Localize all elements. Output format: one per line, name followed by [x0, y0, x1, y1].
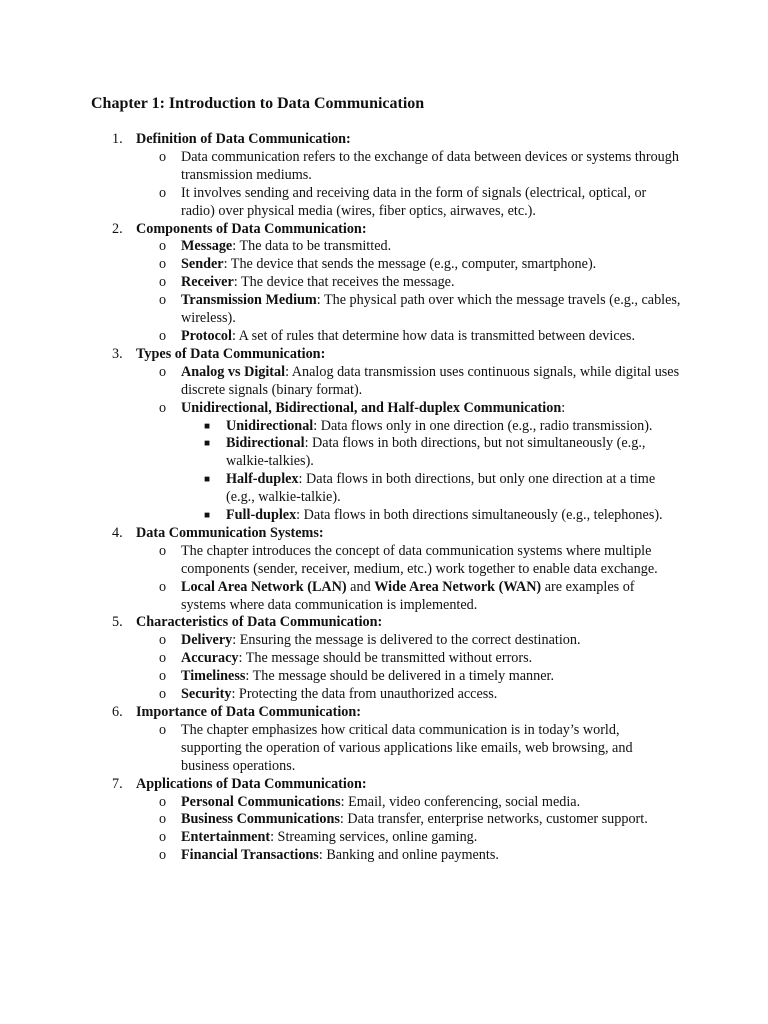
- list-item: [0, 400, 681, 418]
- hollow-bullet-icon: o: [159, 148, 167, 165]
- hollow-bullet-icon: o: [159, 668, 167, 685]
- list-item: [0, 811, 681, 829]
- list-item-text: : The message should be transmitted without errors.: [238, 650, 533, 667]
- list-item-term: Personal Communications: [181, 793, 341, 810]
- list-item-term: Financial Transactions: [181, 847, 319, 864]
- sub-list-item-term: Unidirectional: [226, 417, 314, 434]
- list-item-text: : A set of rules that determine how data is transmitted between devices.: [231, 327, 636, 344]
- square-bullet-icon: ■: [204, 474, 211, 486]
- hollow-bullet-icon: o: [159, 829, 167, 846]
- section-heading: [0, 776, 684, 794]
- sub-list-item: [0, 418, 681, 436]
- square-bullet-icon: ■: [204, 510, 211, 522]
- section-number: 4.: [112, 524, 123, 541]
- list-item: [0, 686, 681, 704]
- section-title: Data Communication Systems:: [136, 524, 324, 541]
- sub-list-item-term: Bidirectional: [226, 435, 305, 452]
- list-item-term: Business Communications: [181, 811, 340, 828]
- list-item-term: Sender: [181, 256, 224, 273]
- list-item-text: : Ensuring the message is delivered to the correct destination.: [232, 632, 581, 649]
- hollow-bullet-icon: o: [159, 811, 167, 828]
- hollow-bullet-icon: o: [159, 847, 167, 864]
- list-item: [0, 364, 681, 400]
- section-title: Definition of Data Communication:: [136, 131, 351, 147]
- list-item: [0, 632, 681, 650]
- hollow-bullet-icon: o: [159, 256, 167, 273]
- sub-list-item: [0, 471, 681, 507]
- list-item: [0, 668, 681, 686]
- list-item-term: Security: [181, 686, 232, 703]
- section-heading: [0, 614, 684, 632]
- list-item-term: Analog vs Digital: [181, 363, 286, 380]
- list-item-term: Entertainment: [181, 829, 271, 846]
- list-item-term-2: Wide Area Network (WAN): [374, 578, 542, 595]
- hollow-bullet-icon: o: [159, 632, 167, 649]
- hollow-bullet-icon: o: [159, 184, 167, 201]
- list-item-mid: and: [346, 578, 375, 595]
- hollow-bullet-icon: o: [159, 274, 167, 291]
- hollow-bullet-icon: o: [159, 399, 167, 416]
- hollow-bullet-icon: o: [159, 327, 167, 344]
- list-item-text: : Data transfer, enterprise networks, customer support.: [339, 811, 648, 828]
- section-heading: [0, 221, 684, 239]
- list-item-term: Protocol: [181, 327, 232, 344]
- section-number: 3.: [112, 345, 123, 362]
- section-number: 1.: [112, 131, 123, 147]
- list-item-text: : Analog data transmission uses continuous signals, while digital uses discrete signals (binary format).: [181, 363, 680, 398]
- list-item: [0, 543, 681, 579]
- list-item-text: :: [561, 399, 566, 416]
- list-item-text: It involves sending and receiving data in the form of signals (electrical, optical, or radio) over physical media (wires, fiber optics, airwaves, etc.).: [181, 184, 647, 219]
- list-item-term: Timeliness: [181, 668, 246, 685]
- list-item: [0, 149, 681, 185]
- chapter-title: Chapter 1: Introduction to Data Communication: [91, 95, 425, 112]
- hollow-bullet-icon: o: [159, 292, 167, 309]
- list-item-text: : Banking and online payments.: [318, 847, 499, 864]
- hollow-bullet-icon: o: [159, 793, 167, 810]
- list-item-text: : The message should be delivered in a timely manner.: [245, 668, 555, 685]
- hollow-bullet-icon: o: [159, 542, 167, 559]
- sub-list-item-term: Full-duplex: [226, 507, 297, 524]
- chapter-outline: [0, 131, 768, 865]
- section-title: Characteristics of Data Communication:: [136, 614, 383, 631]
- square-bullet-icon: ■: [204, 438, 211, 450]
- list-item: [0, 847, 681, 865]
- list-item-text: : The device that sends the message (e.g., computer, smartphone).: [223, 256, 597, 273]
- section-heading: [0, 704, 684, 722]
- list-item: [0, 650, 681, 668]
- list-item-text: The chapter emphasizes how critical data communication is in today’s world, supporting the operation of various applications like emails, web browsing, and business operations.: [181, 721, 633, 774]
- list-item-text: The chapter introduces the concept of data communication systems where multiple components (sender, receiver, medium, etc.) work together to enable data exchange.: [181, 542, 658, 577]
- section-number: 5.: [112, 614, 123, 631]
- list-item-text: : Protecting the data from unauthorized access.: [231, 686, 498, 703]
- list-item: [0, 328, 681, 346]
- list-item-text: : The data to be transmitted.: [232, 238, 392, 255]
- list-item-term: Unidirectional, Bidirectional, and Half-duplex Communication: [181, 399, 562, 416]
- square-bullet-icon: ■: [204, 420, 211, 432]
- list-item: [0, 185, 681, 221]
- list-item: [0, 829, 681, 847]
- section-number: 6.: [112, 704, 123, 720]
- list-item-term: Local Area Network (LAN): [181, 578, 347, 595]
- list-item-text: are examples of systems where data communication is implemented.: [181, 578, 635, 613]
- list-item-term: Message: [181, 238, 233, 255]
- list-item-text: Data communication refers to the exchange of data between devices or systems through transmission mediums.: [181, 148, 679, 183]
- section-title: Types of Data Communication:: [136, 345, 326, 362]
- section-heading: [0, 131, 684, 149]
- sub-list-item-text: : Data flows in both directions simultaneously (e.g., telephones).: [296, 507, 663, 524]
- hollow-bullet-icon: o: [159, 238, 167, 255]
- hollow-bullet-icon: o: [159, 650, 167, 667]
- list-item: [0, 292, 681, 328]
- list-item-text: : Streaming services, online gaming.: [270, 829, 478, 846]
- list-item-term: Delivery: [181, 632, 233, 649]
- hollow-bullet-icon: o: [159, 721, 167, 738]
- sub-list-item-text: : Data flows in both directions, but not simultaneously (e.g., walkie-talkies).: [226, 435, 646, 470]
- list-item: [0, 794, 681, 812]
- hollow-bullet-icon: o: [159, 363, 167, 380]
- section-title: Components of Data Communication:: [136, 220, 367, 237]
- list-item-text: : The device that receives the message.: [233, 274, 455, 291]
- list-item: [0, 579, 681, 615]
- list-item: [0, 274, 681, 292]
- list-item-text: : The physical path over which the message travels (e.g., cables, wireless).: [181, 292, 681, 327]
- sub-list-item-text: : Data flows in both directions, but only one direction at a time (e.g., walkie-talkie).: [226, 471, 656, 506]
- list-item-term: Receiver: [181, 274, 234, 291]
- section-number: 7.: [112, 775, 123, 792]
- sub-list-item-term: Half-duplex: [226, 471, 299, 488]
- section-number: 2.: [112, 220, 123, 237]
- sub-list-item: [0, 507, 681, 525]
- section-title: Importance of Data Communication:: [136, 704, 362, 720]
- hollow-bullet-icon: o: [159, 578, 167, 595]
- section-heading: [0, 525, 684, 543]
- list-item: [0, 238, 681, 256]
- hollow-bullet-icon: o: [159, 686, 167, 703]
- list-item-term: Transmission Medium: [181, 292, 317, 309]
- section-heading: [0, 346, 684, 364]
- list-item: [0, 256, 681, 274]
- section-title: Applications of Data Communication:: [136, 775, 367, 792]
- list-item-text: : Email, video conferencing, social media.: [340, 793, 581, 810]
- list-item-term: Accuracy: [181, 650, 239, 667]
- sub-list-item: [0, 435, 681, 471]
- sub-list-item-text: : Data flows only in one direction (e.g., radio transmission).: [313, 417, 653, 434]
- list-item: [0, 722, 681, 776]
